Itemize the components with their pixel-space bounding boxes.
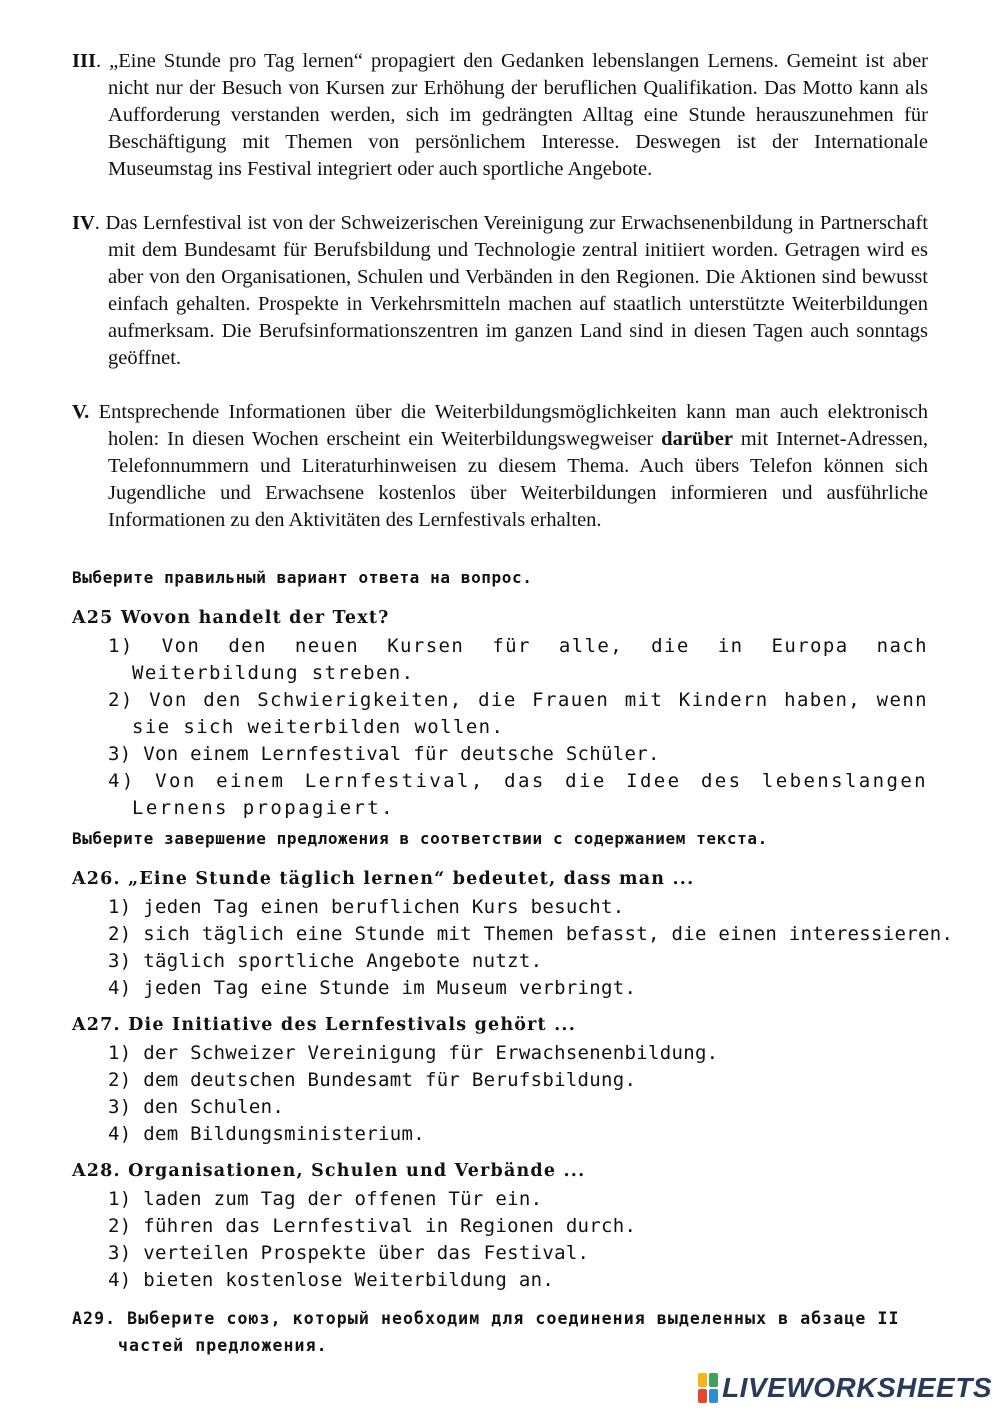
paragraph-text: Entsprechende Informationen über die Weiterbildungsmöglichkeiten kann man auch elektronisch holen: In diesen Wochen erscheint ein Weiterbildungswegweiser <box>89 401 928 450</box>
instruction-choose-completion: Выберите завершение предложения в соответствии с содержанием текста. <box>72 829 768 848</box>
logo-text: LIVEWORKSHEETS <box>722 1372 992 1403</box>
question-a25-option-3[interactable]: 3) Von einem Lernfestival für deutsche Schüler. <box>108 743 660 765</box>
question-a27-title: A27. Die Initiative des Lernfestivals gehört ... <box>72 1015 577 1035</box>
question-a28-option-3[interactable]: 3) verteilen Prospekte über das Festival. <box>108 1242 590 1264</box>
logo-mark-icon <box>698 1373 718 1403</box>
logo-square-icon <box>698 1389 707 1403</box>
question-a28-title: A28. Organisationen, Schulen und Verbände ... <box>72 1161 586 1181</box>
logo-square-icon <box>709 1373 718 1387</box>
highlighted-word: darüber <box>661 428 733 450</box>
question-a28-option-1[interactable]: 1) laden zum Tag der offenen Tür ein. <box>108 1188 543 1210</box>
question-a26-option-4[interactable]: 4) jeden Tag eine Stunde im Museum verbringt. <box>108 977 637 999</box>
question-a28-option-2[interactable]: 2) führen das Lernfestival in Regionen durch. <box>108 1215 637 1237</box>
logo-square-icon <box>709 1389 718 1403</box>
paragraph-text: . Das Lernfestival ist von der Schweizerischen Vereinigung zur Erwachsenenbildung in Partnerschaft mit dem Bundesamt für Berufsbildung und Technologie zentral initiiert worden. Getragen wird es aber von den Organisationen, Schulen und Verbänden in den Regionen. Die Aktionen sind bewusst einfach gehalten. Prospekte in Verkehrsmitteln machen auf staatlich unterstützte Weiterbildungen aufmerksam. Die Berufsinformationszentren im ganzen Land sind in diesen Tagen auch sonntags geöffnet. <box>94 212 928 369</box>
question-a27-option-3[interactable]: 3) den Schulen. <box>108 1096 285 1118</box>
paragraph-text: . „Eine Stunde pro Tag lernen“ propagiert den Gedanken lebenslangen Lernens. Gemeint ist aber nicht nur der Besuch von Kursen zur Erhöhung der beruflichen Qualifikation. Das Motto kann als Aufforderung verstanden werden, sich im gedrängten Alltag eine Stunde herauszunehmen für Beschäftigung mit Themen von persönlichem Interesse. Deswegen ist der Internationale Museumstag ins Festival integriert oder auch sportliche Angebote. <box>95 50 928 180</box>
question-a26-option-3[interactable]: 3) täglich sportliche Angebote nutzt. <box>108 950 543 972</box>
question-a29-title: A29. Выберите союз, который необходим для соединения выделенных в абзаце II частей предложения. <box>72 1309 900 1355</box>
question-a26-option-2[interactable]: 2) sich täglich eine Stunde mit Themen befasst, die einen interessieren. <box>108 923 954 945</box>
paragraph-v <box>72 399 928 534</box>
logo-square-icon <box>698 1373 707 1387</box>
paragraph-iii <box>72 48 928 183</box>
question-a27-option-4[interactable]: 4) dem Bildungsministerium. <box>108 1123 425 1145</box>
paragraph-number: IV <box>72 212 95 234</box>
question-a27-option-1[interactable]: 1) der Schweizer Vereinigung für Erwachsenenbildung. <box>108 1042 719 1064</box>
paragraph-number: III <box>72 50 96 72</box>
instruction-choose-answer: Выберите правильный вариант ответа на вопрос. <box>72 568 533 587</box>
paragraph-number: V. <box>72 401 90 423</box>
question-a25-option-2[interactable]: 2) Von den Schwierigkeiten, die Frauen mit Kindern haben, wenn sie sich weiterbilden wollen. <box>108 689 928 738</box>
question-a26-title: A26. „Eine Stunde täglich lernen“ bedeutet, dass man ... <box>72 869 695 889</box>
paragraph-text: mit Internet-Adressen, Telefonnummern und Literaturhinweisen zu diesem Thema. Auch übers Telefon können sich Jugendliche und Erwachsene kostenlos über Weiterbildungen informieren und ausführliche Informationen zu den Aktivitäten des Lernfestivals erhalten. <box>108 428 928 531</box>
paragraph-iv <box>72 210 928 372</box>
question-a25-option-1[interactable]: 1) Von den neuen Kursen für alle, die in Europa nach Weiterbildung streben. <box>108 635 928 684</box>
question-a28-option-4[interactable]: 4) bieten kostenlose Weiterbildung an. <box>108 1269 555 1291</box>
question-a25-title: A25 Wovon handelt der Text? <box>72 608 390 628</box>
question-a25-option-4[interactable]: 4) Von einem Lernfestival, das die Idee des lebenslangen Lernens propagiert. <box>108 770 928 819</box>
liveworksheets-logo <box>698 1371 992 1405</box>
question-a27-option-2[interactable]: 2) dem deutschen Bundesamt für Berufsbildung. <box>108 1069 637 1091</box>
question-a26-option-1[interactable]: 1) jeden Tag einen beruflichen Kurs besucht. <box>108 896 625 918</box>
